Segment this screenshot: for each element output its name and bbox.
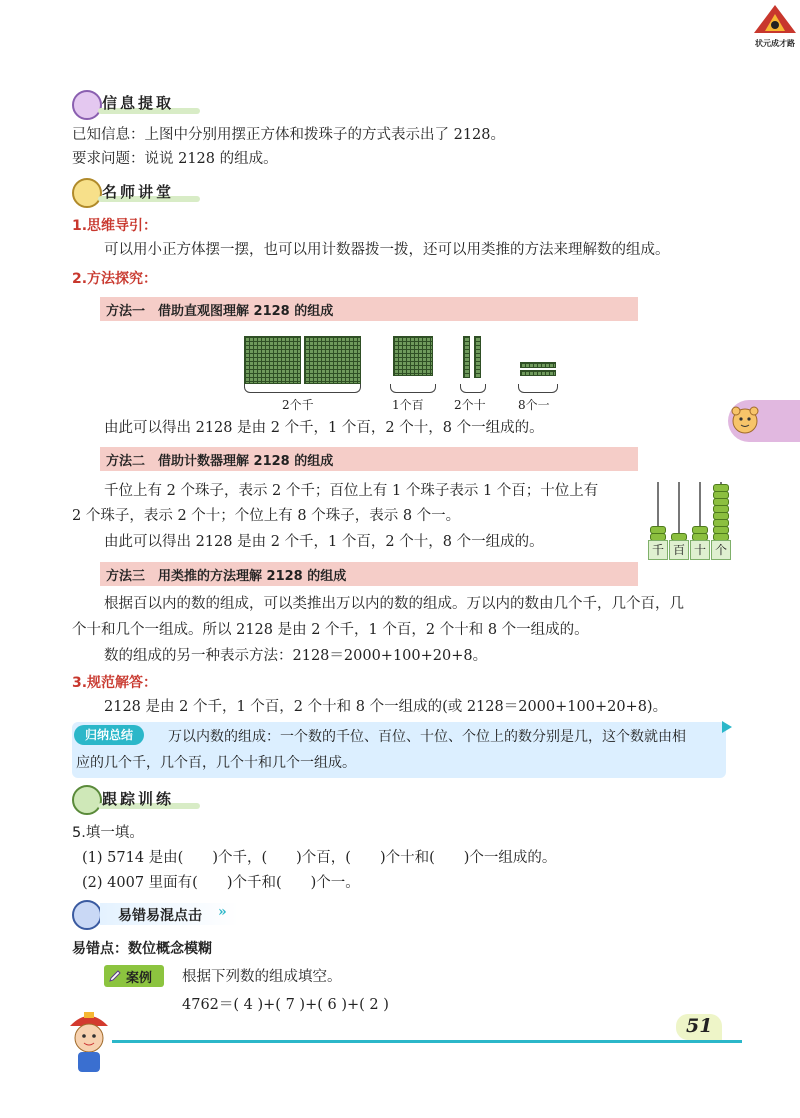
method1-conclusion: 由此可以得出 2128 是由 2 个千，1 个百，2 个十，8 个一组成的。 (104, 420, 544, 436)
abacus-label-hundreds: 百 (669, 540, 689, 560)
case-label: 案例 (126, 971, 153, 986)
ten-rod (463, 336, 470, 378)
section-title-training: 跟踪训练 (102, 790, 175, 808)
exercise-q2: (2) 4007 里面有( )个千和( )个一。 (82, 875, 360, 891)
student-mascot-icon (72, 900, 102, 930)
method3-line3: 数的组成的另一种表示方法：2128＝2000+100+20+8。 (104, 648, 488, 664)
summary-line1: 万以内数的组成：一个数的千位、百位、十位、个位上的数分别是几，这个数就由相 (168, 729, 686, 745)
exercise-title: 5.填一填。 (72, 825, 144, 841)
case-equation: 4762＝( 4 )+( 7 )+( 6 )+( 2 ) (182, 997, 389, 1013)
magnifier-mascot-icon (72, 90, 102, 120)
double-chevron-icon: » (218, 904, 227, 920)
abacus-label-tens: 十 (690, 540, 710, 560)
thousand-cube (304, 336, 361, 384)
abacus-rod (678, 482, 680, 540)
method3-title: 方法三 用类推的方法理解 2128 的组成 (106, 569, 347, 584)
brace (244, 384, 361, 393)
method2-band (100, 447, 638, 471)
label-ones: 8个一 (518, 398, 550, 412)
section-title-teacher: 名师讲堂 (102, 183, 175, 201)
case-badge (104, 965, 164, 987)
label-thousands: 2个千 (282, 398, 314, 412)
arrow-right-icon (722, 721, 732, 733)
publisher-logo-text: 状元成才路 (755, 39, 795, 48)
footer-character-icon (64, 1010, 114, 1074)
answer-text: 2128 是由 2 个千，1 个百，2 个十和 8 个一组成的(或 2128＝2000+100+20+8)。 (104, 699, 668, 715)
heading-thinking: 1.思维导引： (72, 218, 158, 234)
ten-rod (474, 336, 481, 378)
unit-cubes (520, 370, 556, 376)
info-known: 已知信息：上图中分别用摆正方体和拨珠子的方式表示出了 2128。 (72, 127, 506, 143)
brace (518, 384, 558, 393)
thousand-cube (244, 336, 301, 384)
method2-conclusion: 由此可以得出 2128 是由 2 个千，1 个百，2 个十，8 个一组成的。 (104, 534, 544, 550)
heading-method: 2.方法探究： (72, 271, 158, 287)
method3-line2: 个十和几个一组成。所以 2128 是由 2 个千，1 个百，2 个十和 8 个一组成的。 (72, 622, 589, 638)
abacus-label-ones: 个 (711, 540, 731, 560)
case-text: 根据下列数的组成填空。 (182, 969, 342, 985)
footer-line (112, 1040, 742, 1043)
method3-line1: 根据百以内的数的组成，可以类推出万以内的数的组成。万以内的数由几个千，几个百，几 (104, 596, 684, 612)
label-hundreds: 1个百 (392, 398, 424, 412)
teacher-mascot-icon (72, 178, 102, 208)
brace (390, 384, 436, 393)
label-tens: 2个十 (454, 398, 486, 412)
abacus-label-thousands: 千 (648, 540, 668, 560)
heading-answer: 3.规范解答： (72, 675, 158, 691)
thinking-text: 可以用小正方体摆一摆，也可以用计数器拨一拨，还可以用类推的方法来理解数的组成。 (104, 242, 670, 258)
bear-face-icon (730, 405, 760, 435)
brace (460, 384, 486, 393)
summary-tag-label: 归纳总结 (84, 728, 133, 742)
summary-tag (74, 725, 144, 745)
mistake-title: 易错易混点击 (118, 908, 202, 924)
pencil-icon (108, 969, 122, 983)
method1-band (100, 297, 638, 321)
publisher-logo (752, 4, 798, 46)
flame-logo-icon (752, 4, 798, 34)
unit-cubes (520, 362, 556, 368)
section-title-info: 信息提取 (102, 94, 175, 112)
method2-line2: 2 个珠子，表示 2 个十；个位上有 8 个珠子，表示 8 个一。 (72, 508, 461, 524)
method1-title: 方法一 借助直观图理解 2128 的组成 (106, 304, 334, 319)
method2-line1: 千位上有 2 个珠子，表示 2 个千；百位上有 1 个珠子表示 1 个百；十位上有 (104, 483, 599, 499)
exercise-q1: (1) 5714 是由( )个千，( )个百，( )个十和( )个一组成的。 (82, 850, 557, 866)
summary-line2: 应的几个千，几个百，几个十和几个一组成。 (76, 755, 356, 771)
training-mascot-icon (72, 785, 102, 815)
mistake-point: 易错点：数位概念模糊 (72, 941, 212, 957)
info-question: 要求问题：说说 2128 的组成。 (72, 151, 278, 167)
method2-title: 方法二 借助计数器理解 2128 的组成 (106, 454, 334, 469)
hundred-flat (393, 336, 433, 376)
page-number: 51 (686, 1015, 713, 1037)
method3-band (100, 562, 638, 586)
